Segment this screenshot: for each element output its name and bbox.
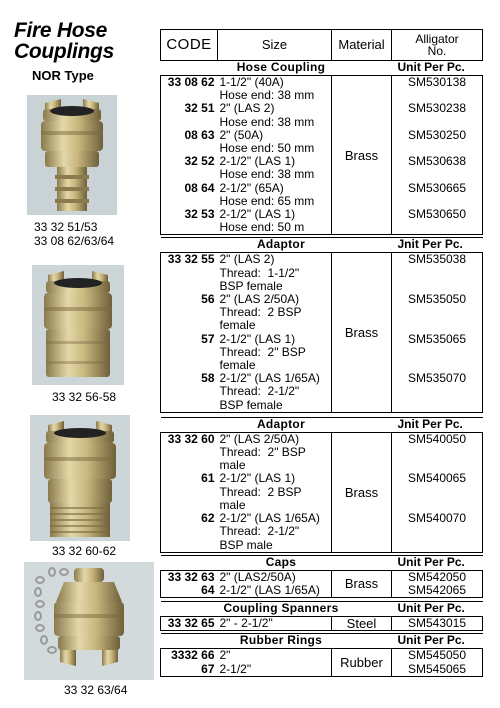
item-size: 2-1/2" (LAS 1/65A) bbox=[218, 584, 332, 598]
item-alligator-no: SM530250 bbox=[392, 129, 483, 142]
item-alligator-no bbox=[392, 486, 483, 499]
item-alligator-no: SM535065 bbox=[392, 333, 483, 346]
item-size: male bbox=[218, 459, 332, 472]
section-title: Caps bbox=[161, 555, 392, 570]
table-row bbox=[161, 333, 483, 346]
item-material: Rubber bbox=[332, 649, 392, 676]
table-row bbox=[161, 168, 483, 181]
item-alligator-no bbox=[392, 385, 483, 398]
item-alligator-no: SM540050 bbox=[392, 432, 483, 446]
item-alligator-no bbox=[392, 319, 483, 332]
table-row bbox=[161, 570, 483, 584]
item-alligator-no: SM535070 bbox=[392, 372, 483, 385]
item-alligator-no: SM535038 bbox=[392, 253, 483, 267]
header-alligator-line1: Alligator bbox=[415, 32, 459, 46]
item-alligator-no bbox=[392, 346, 483, 359]
header-alligator bbox=[392, 30, 483, 61]
section-title: Adaptor bbox=[161, 238, 392, 253]
item-code bbox=[161, 168, 218, 181]
section-header bbox=[161, 555, 483, 570]
hose-coupling-caption bbox=[34, 220, 114, 248]
item-size: Thread: 2" BSP bbox=[218, 346, 332, 359]
table-row bbox=[161, 267, 483, 280]
section-header bbox=[161, 634, 483, 649]
item-size: 1-1/2" (40A) bbox=[218, 76, 332, 90]
item-code: 33 08 62 bbox=[161, 76, 218, 90]
item-size: BSP male bbox=[218, 539, 332, 553]
item-size: Hose end: 38 mm bbox=[218, 116, 332, 129]
item-code: 64 bbox=[161, 584, 218, 598]
item-size: 2-1/2" (LAS 1/65A) bbox=[218, 512, 332, 525]
item-size: 2-1/2" bbox=[218, 663, 332, 677]
title-line-1: Fire Hose bbox=[14, 19, 107, 42]
table-row bbox=[161, 486, 483, 499]
table-row bbox=[161, 472, 483, 485]
adaptor-male-photo bbox=[30, 415, 130, 541]
item-code: 58 bbox=[161, 372, 218, 385]
hose-coupling-photo bbox=[27, 95, 117, 215]
item-size: Hose end: 50 m bbox=[218, 221, 332, 235]
item-size: 2" (LAS 2) bbox=[218, 253, 332, 267]
table-row bbox=[161, 221, 483, 235]
item-alligator-no bbox=[392, 116, 483, 129]
item-alligator-no bbox=[392, 306, 483, 319]
table-row bbox=[161, 319, 483, 332]
page-title bbox=[14, 20, 114, 62]
item-size: 2-1/2" (LAS 1/65A) bbox=[218, 372, 332, 385]
item-code bbox=[161, 539, 218, 553]
item-code bbox=[161, 385, 218, 398]
item-size: 2" (LAS2/50A) bbox=[218, 570, 332, 584]
item-size: 2" - 2-1/2" bbox=[218, 617, 332, 631]
table-row bbox=[161, 663, 483, 677]
item-code bbox=[161, 346, 218, 359]
item-material: Brass bbox=[332, 76, 392, 235]
item-code: 08 64 bbox=[161, 182, 218, 195]
table-row bbox=[161, 372, 483, 385]
table-row bbox=[161, 385, 483, 398]
cap-with-chain-photo bbox=[24, 562, 154, 680]
section-unit: Unit Per Pc. bbox=[392, 634, 483, 649]
item-size: 2-1/2" (LAS 1) bbox=[218, 208, 332, 221]
table-row bbox=[161, 253, 483, 267]
title-line-2: Couplings bbox=[14, 40, 114, 63]
item-code: 57 bbox=[161, 333, 218, 346]
section-unit: Jnit Per Pc. bbox=[392, 417, 483, 432]
item-alligator-no: SM530138 bbox=[392, 76, 483, 90]
section-unit: Unit Per Pc. bbox=[392, 555, 483, 570]
item-size: Hose end: 65 mm bbox=[218, 195, 332, 208]
item-code bbox=[161, 446, 218, 459]
section-title: Coupling Spanners bbox=[161, 602, 392, 617]
item-size: 2-1/2" (LAS 1) bbox=[218, 333, 332, 346]
item-code bbox=[161, 267, 218, 280]
item-size: BSP female bbox=[218, 399, 332, 413]
item-alligator-no bbox=[392, 399, 483, 413]
item-alligator-no: SM543015 bbox=[392, 617, 483, 631]
item-size: 2" bbox=[218, 649, 332, 663]
item-size: male bbox=[218, 499, 332, 512]
section-unit: Jnit Per Pc. bbox=[392, 238, 483, 253]
item-code: 33 32 55 bbox=[161, 253, 218, 267]
product-table bbox=[160, 29, 483, 677]
table-row bbox=[161, 432, 483, 446]
item-alligator-no bbox=[392, 168, 483, 181]
item-size: Hose end: 50 mm bbox=[218, 142, 332, 155]
item-material: Brass bbox=[332, 432, 392, 552]
item-size: Thread: 1-1/2" bbox=[218, 267, 332, 280]
item-size: female bbox=[218, 359, 332, 372]
item-alligator-no: SM540070 bbox=[392, 512, 483, 525]
item-code bbox=[161, 116, 218, 129]
item-code: 33 32 60 bbox=[161, 432, 218, 446]
item-alligator-no: SM545065 bbox=[392, 663, 483, 677]
caption-line: 33 08 62/63/64 bbox=[34, 234, 115, 248]
item-code: 08 63 bbox=[161, 129, 218, 142]
item-alligator-no bbox=[392, 221, 483, 235]
header-code: CODE bbox=[161, 30, 218, 61]
section-header bbox=[161, 602, 483, 617]
section-title: Adaptor bbox=[161, 417, 392, 432]
item-code: 61 bbox=[161, 472, 218, 485]
item-code bbox=[161, 221, 218, 235]
item-size: Hose end: 38 mm bbox=[218, 168, 332, 181]
table-row bbox=[161, 76, 483, 90]
section-unit: Unit Per Pc. bbox=[392, 61, 483, 76]
table-row bbox=[161, 182, 483, 195]
item-alligator-no: SM540065 bbox=[392, 472, 483, 485]
item-code bbox=[161, 306, 218, 319]
item-code: 67 bbox=[161, 663, 218, 677]
section-header bbox=[161, 238, 483, 253]
item-alligator-no: SM542065 bbox=[392, 584, 483, 598]
item-code bbox=[161, 319, 218, 332]
item-size: 2-1/2" (65A) bbox=[218, 182, 332, 195]
item-size: Thread: 2 BSP bbox=[218, 486, 332, 499]
table-row bbox=[161, 293, 483, 306]
item-alligator-no: SM530638 bbox=[392, 155, 483, 168]
section-title: Hose Coupling bbox=[161, 61, 392, 76]
item-size: 2" (LAS 2/50A) bbox=[218, 293, 332, 306]
item-alligator-no: SM530238 bbox=[392, 102, 483, 115]
header-material: Material bbox=[332, 30, 392, 61]
item-size: Thread: 2-1/2" bbox=[218, 525, 332, 538]
item-code: 33 32 63 bbox=[161, 570, 218, 584]
header-alligator-line2: No. bbox=[427, 44, 447, 58]
item-alligator-no bbox=[392, 446, 483, 459]
item-code: 32 51 bbox=[161, 102, 218, 115]
table-row bbox=[161, 208, 483, 221]
adaptor-female-photo bbox=[32, 265, 124, 385]
item-size: Thread: 2" BSP bbox=[218, 446, 332, 459]
caption-line: 33 32 51/53 bbox=[34, 220, 98, 234]
item-alligator-no: SM535050 bbox=[392, 293, 483, 306]
item-code bbox=[161, 486, 218, 499]
section-unit: Unit Per Pc. bbox=[392, 602, 483, 617]
item-alligator-no bbox=[392, 267, 483, 280]
item-alligator-no: SM530650 bbox=[392, 208, 483, 221]
item-size: 2-1/2" (LAS 1) bbox=[218, 155, 332, 168]
table-row bbox=[161, 116, 483, 129]
table-row bbox=[161, 539, 483, 553]
table-row bbox=[161, 649, 483, 663]
item-code: 32 53 bbox=[161, 208, 218, 221]
table-row bbox=[161, 306, 483, 319]
item-size: female bbox=[218, 319, 332, 332]
item-alligator-no: SM542050 bbox=[392, 570, 483, 584]
table-row bbox=[161, 525, 483, 538]
table-row bbox=[161, 346, 483, 359]
item-material: Steel bbox=[332, 617, 392, 631]
table-row bbox=[161, 584, 483, 598]
table-row bbox=[161, 155, 483, 168]
item-code: 33 32 65 bbox=[161, 617, 218, 631]
item-size: 2" (LAS 2) bbox=[218, 102, 332, 115]
item-code: 56 bbox=[161, 293, 218, 306]
adaptor-female-caption: 33 32 56-58 bbox=[52, 390, 117, 404]
item-code bbox=[161, 399, 218, 413]
item-size: Hose end: 38 mm bbox=[218, 89, 332, 102]
table-row bbox=[161, 129, 483, 142]
item-size: Thread: 2 BSP bbox=[218, 306, 332, 319]
item-size: Thread: 2-1/2" bbox=[218, 385, 332, 398]
header-size: Size bbox=[218, 30, 332, 61]
section-header bbox=[161, 61, 483, 76]
item-material: Brass bbox=[332, 570, 392, 597]
item-code bbox=[161, 525, 218, 538]
adaptor-male-caption: 33 32 60-62 bbox=[52, 544, 117, 558]
section-title: Rubber Rings bbox=[161, 634, 392, 649]
item-code: 32 52 bbox=[161, 155, 218, 168]
table-row bbox=[161, 617, 483, 631]
item-alligator-no bbox=[392, 539, 483, 553]
item-code: 62 bbox=[161, 512, 218, 525]
item-material: Brass bbox=[332, 253, 392, 412]
item-size: 2" (LAS 2/50A) bbox=[218, 432, 332, 446]
item-alligator-no: SM530665 bbox=[392, 182, 483, 195]
item-alligator-no: SM545050 bbox=[392, 649, 483, 663]
table-row bbox=[161, 399, 483, 413]
table-row bbox=[161, 446, 483, 459]
item-size: 2-1/2" (LAS 1) bbox=[218, 472, 332, 485]
table-row bbox=[161, 102, 483, 115]
item-alligator-no bbox=[392, 525, 483, 538]
item-size: BSP female bbox=[218, 280, 332, 293]
cap-caption: 33 32 63/64 bbox=[64, 683, 128, 697]
item-size: 2" (50A) bbox=[218, 129, 332, 142]
item-code: 3332 66 bbox=[161, 649, 218, 663]
page-subtitle: NOR Type bbox=[32, 68, 94, 83]
table-row bbox=[161, 512, 483, 525]
table-header-row bbox=[161, 30, 483, 61]
section-header bbox=[161, 417, 483, 432]
